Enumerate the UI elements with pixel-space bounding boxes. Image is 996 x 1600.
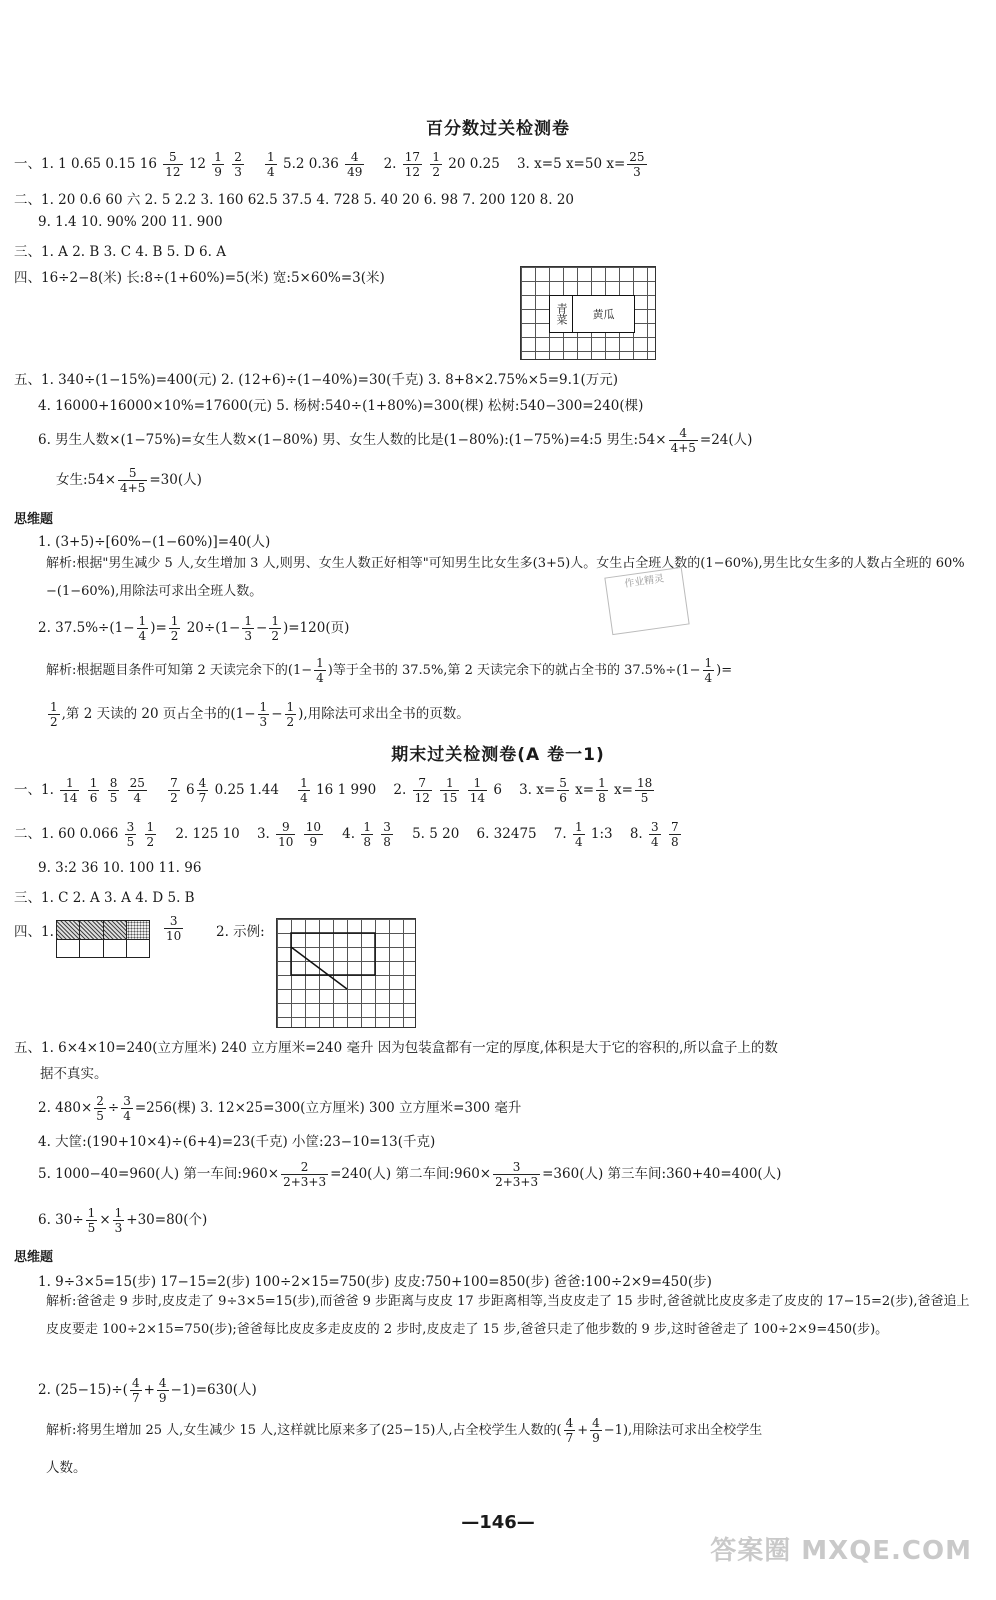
s2-thinking-heading: 思维题 <box>14 1250 54 1265</box>
page-number: —146— <box>461 1512 535 1533</box>
fraction-bar-diagram <box>56 920 150 958</box>
grid-label-vegetable: 青菜 <box>550 296 573 332</box>
s1-part5-6-girls: 女生:54× $\frac{5}{4+5}$ =30(人) <box>56 466 202 495</box>
s1-think-2: 2. 37.5%÷(1− $\frac{1}{4}$ )= $\frac{1}{2}$ 20÷(1− $\frac{1}{3}$ − $\frac{1}{2}$ )=120(页) <box>38 614 350 643</box>
s1-part5: 五、1. 340÷(1−15%)=400(元) 2. (12+6)÷(1−40%)=30(千克) 3. 8+8×2.75%×5=9.1(万元) <box>14 372 619 388</box>
s2-part4-2-label: 2. 示例: <box>216 924 265 940</box>
section-title-final: 期末过关检测卷(A 卷一1) <box>391 745 605 765</box>
s2-part3: 三、1. C 2. A 3. A 4. D 5. B <box>14 890 195 906</box>
s2-part2: 二、1. 60 0.066 $\frac{3}{5}$ $\frac{1}{2}$ 2. 125 10 3. $\frac{9}{10}$ $\frac{10}{9}$ 4. $\frac{1}{8}$ $\frac{3}{8}$ 5. 5 20 6. 32475 7. $\frac{1}{4}$ 1:3 8. $\frac{3}{4}$ $\frac{7}{8}$ <box>14 820 679 849</box>
s2-part5-6: 6. 30÷ $\frac{1}{5}$ × $\frac{1}{3}$ +30=80(个) <box>38 1206 208 1235</box>
grid-label-cucumber: 黄瓜 <box>592 308 615 321</box>
section-title-percent: 百分数过关检测卷 <box>426 119 570 139</box>
s2-part5-4: 4. 大筐:(190+10×4)÷(6+4)=23(千克) 小筐:23−10=13(千克) <box>38 1134 436 1150</box>
s1-think-2-explain-cont: $\frac{1}{2}$ ,第 2 天读的 20 页占全书的(1− $\frac{1}{3}$ − $\frac{1}{2}$ ),用除法可求出全书的页数。 <box>50 700 470 729</box>
answer-3-10: $\frac{3}{10}$ <box>166 914 182 943</box>
s1-think-1-explain: 解析:根据"男生减少 5 人,女生增加 3 人,则男、女生人数正好相等"可知男生比女生多(3+5)人。女生占全班人数的(1−60%),男生比女生多的人数占全班的 60%−(1−60%),用除法可求出全班人数。 <box>46 556 965 599</box>
s2-think-2-explain-cont: 人数。 <box>46 1460 87 1476</box>
s2-part5-2: 2. 480× $\frac{2}{5}$ ÷ $\frac{3}{4}$ =256(棵) 3. 12×25=300(立方厘米) 300 立方厘米=300 毫升 <box>38 1094 522 1123</box>
s2-think-2: 2. (25−15)÷( $\frac{4}{7}$ + $\frac{4}{9}$ −1)=630(人) <box>38 1376 257 1405</box>
s2-think-2-explain: 解析:将男生增加 25 人,女生减少 15 人,这样就比原来多了(25−15)人,占全校学生人数的( $\frac{4}{7}$ + $\frac{4}{9}$ −1),用除法可求出全校学生 <box>46 1416 763 1445</box>
s1-part4: 四、16÷2−8(米) 长:8÷(1+60%)=5(米) 宽:5×60%=3(米) <box>14 270 385 286</box>
garden-plan <box>549 295 635 333</box>
garden-grid <box>520 266 656 360</box>
s2-part5-5: 5. 1000−40=960(人) 第一车间:960× $\frac{2}{2+3+3}$ =240(人) 第二车间:960× $\frac{3}{2+3+3}$ =360(人) 第三车间:360+40=400(人) <box>38 1160 782 1189</box>
s1-part1: 一、1. 1 0.65 0.15 16 $\frac{5}{12}$ 12 $\frac{1}{9}$ $\frac{2}{3}$ $\frac{1}{4}$ 5.2 0.36 $\frac{4}{49}$ 2. $\frac{17}{12}$ $\frac{1}{2}$ 20 0.25 3. x=5 x=50 x= $\frac{25}{3}$ <box>14 150 645 179</box>
s1-part5-4: 4. 16000+16000×10%=17600(元) 5. 杨树:540÷(1+80%)=300(棵) 松树:540−300=240(棵) <box>38 398 644 414</box>
s2-think-1: 1. 9÷3×5=15(步) 17−15=2(步) 100÷2×15=750(步) 皮皮:750+100=850(步) 爸爸:100÷2×9=450(步) <box>38 1274 712 1290</box>
s1-part3: 三、1. A 2. B 3. C 4. B 5. D 6. A <box>14 244 226 260</box>
parallelogram-drawing <box>277 919 415 1027</box>
s1-part2-cont: 9. 1.4 10. 90% 200 11. 900 <box>38 214 223 230</box>
s1-part5-6: 6. 男生人数×(1−75%)=女生人数×(1−80%) 男、女生人数的比是(1−80%):(1−75%)=4:5 男生:54× $\frac{4}{4+5}$ =24(人) <box>38 426 753 455</box>
s2-part2-cont: 9. 3:2 36 10. 100 11. 96 <box>38 860 202 876</box>
s2-part4: 四、1. <box>14 924 54 940</box>
example-grid <box>276 918 416 1028</box>
s2-part1: 一、1. $\frac{1}{14}$ $\frac{1}{6}$ $\frac{8}{5}$ $\frac{25}{4}$ $\frac{7}{2}$ 6 $\frac{4}{7}$ 0.25 1.44 $\frac{1}{4}$ 16 1 990 2. $\frac{7}{12}$ $\frac{1}{15}$ $\frac{1}{14}$ 6 3. x= $\frac{5}{6}$ x= $\frac{1}{8}$ x= $\frac{18}{5}$ <box>14 776 653 805</box>
homework-stamp: 作业精灵 <box>604 567 689 635</box>
s1-think-1: 1. (3+5)÷[60%−(1−60%)]=40(人) <box>38 534 271 550</box>
s2-part5-1: 五、1. 6×4×10=240(立方厘米) 240 立方厘米=240 毫升 因为包装盒都有一定的厚度,体积是大于它的容积的,所以盒子上的数 <box>14 1040 778 1056</box>
s1-thinking-heading: 思维题 <box>14 512 54 527</box>
watermark: 答案圈 MXQE.COM <box>710 1536 972 1566</box>
s2-part5-1-cont: 据不真实。 <box>40 1066 108 1082</box>
s1-think-2-explain: 解析:根据题目条件可知第 2 天读完余下的(1− $\frac{1}{4}$ )等于全书的 37.5%,第 2 天读完余下的就占全书的 37.5%÷(1− $\frac{1}{4}$ )= <box>46 656 733 685</box>
s1-part2: 二、1. 20 0.6 60 六 2. 5 2.2 3. 160 62.5 37.5 4. 728 5. 40 20 6. 98 7. 200 120 8. 20 <box>14 192 575 208</box>
s2-think-1-explain: 解析:爸爸走 9 步时,皮皮走了 9÷3×5=15(步),而爸爸 9 步距离与皮皮 17 步距离相等,当皮皮走了 15 步时,爸爸就比皮皮多走了皮皮的 17−15=2(步),爸爸追上皮皮要走 100÷2×15=750(步);爸爸每比皮皮多走皮皮的 2 步时,皮皮走了 15 步,爸爸只走了他步数的 9 步,这时爸爸走了 100÷2×9=450(步)。 <box>46 1294 970 1337</box>
